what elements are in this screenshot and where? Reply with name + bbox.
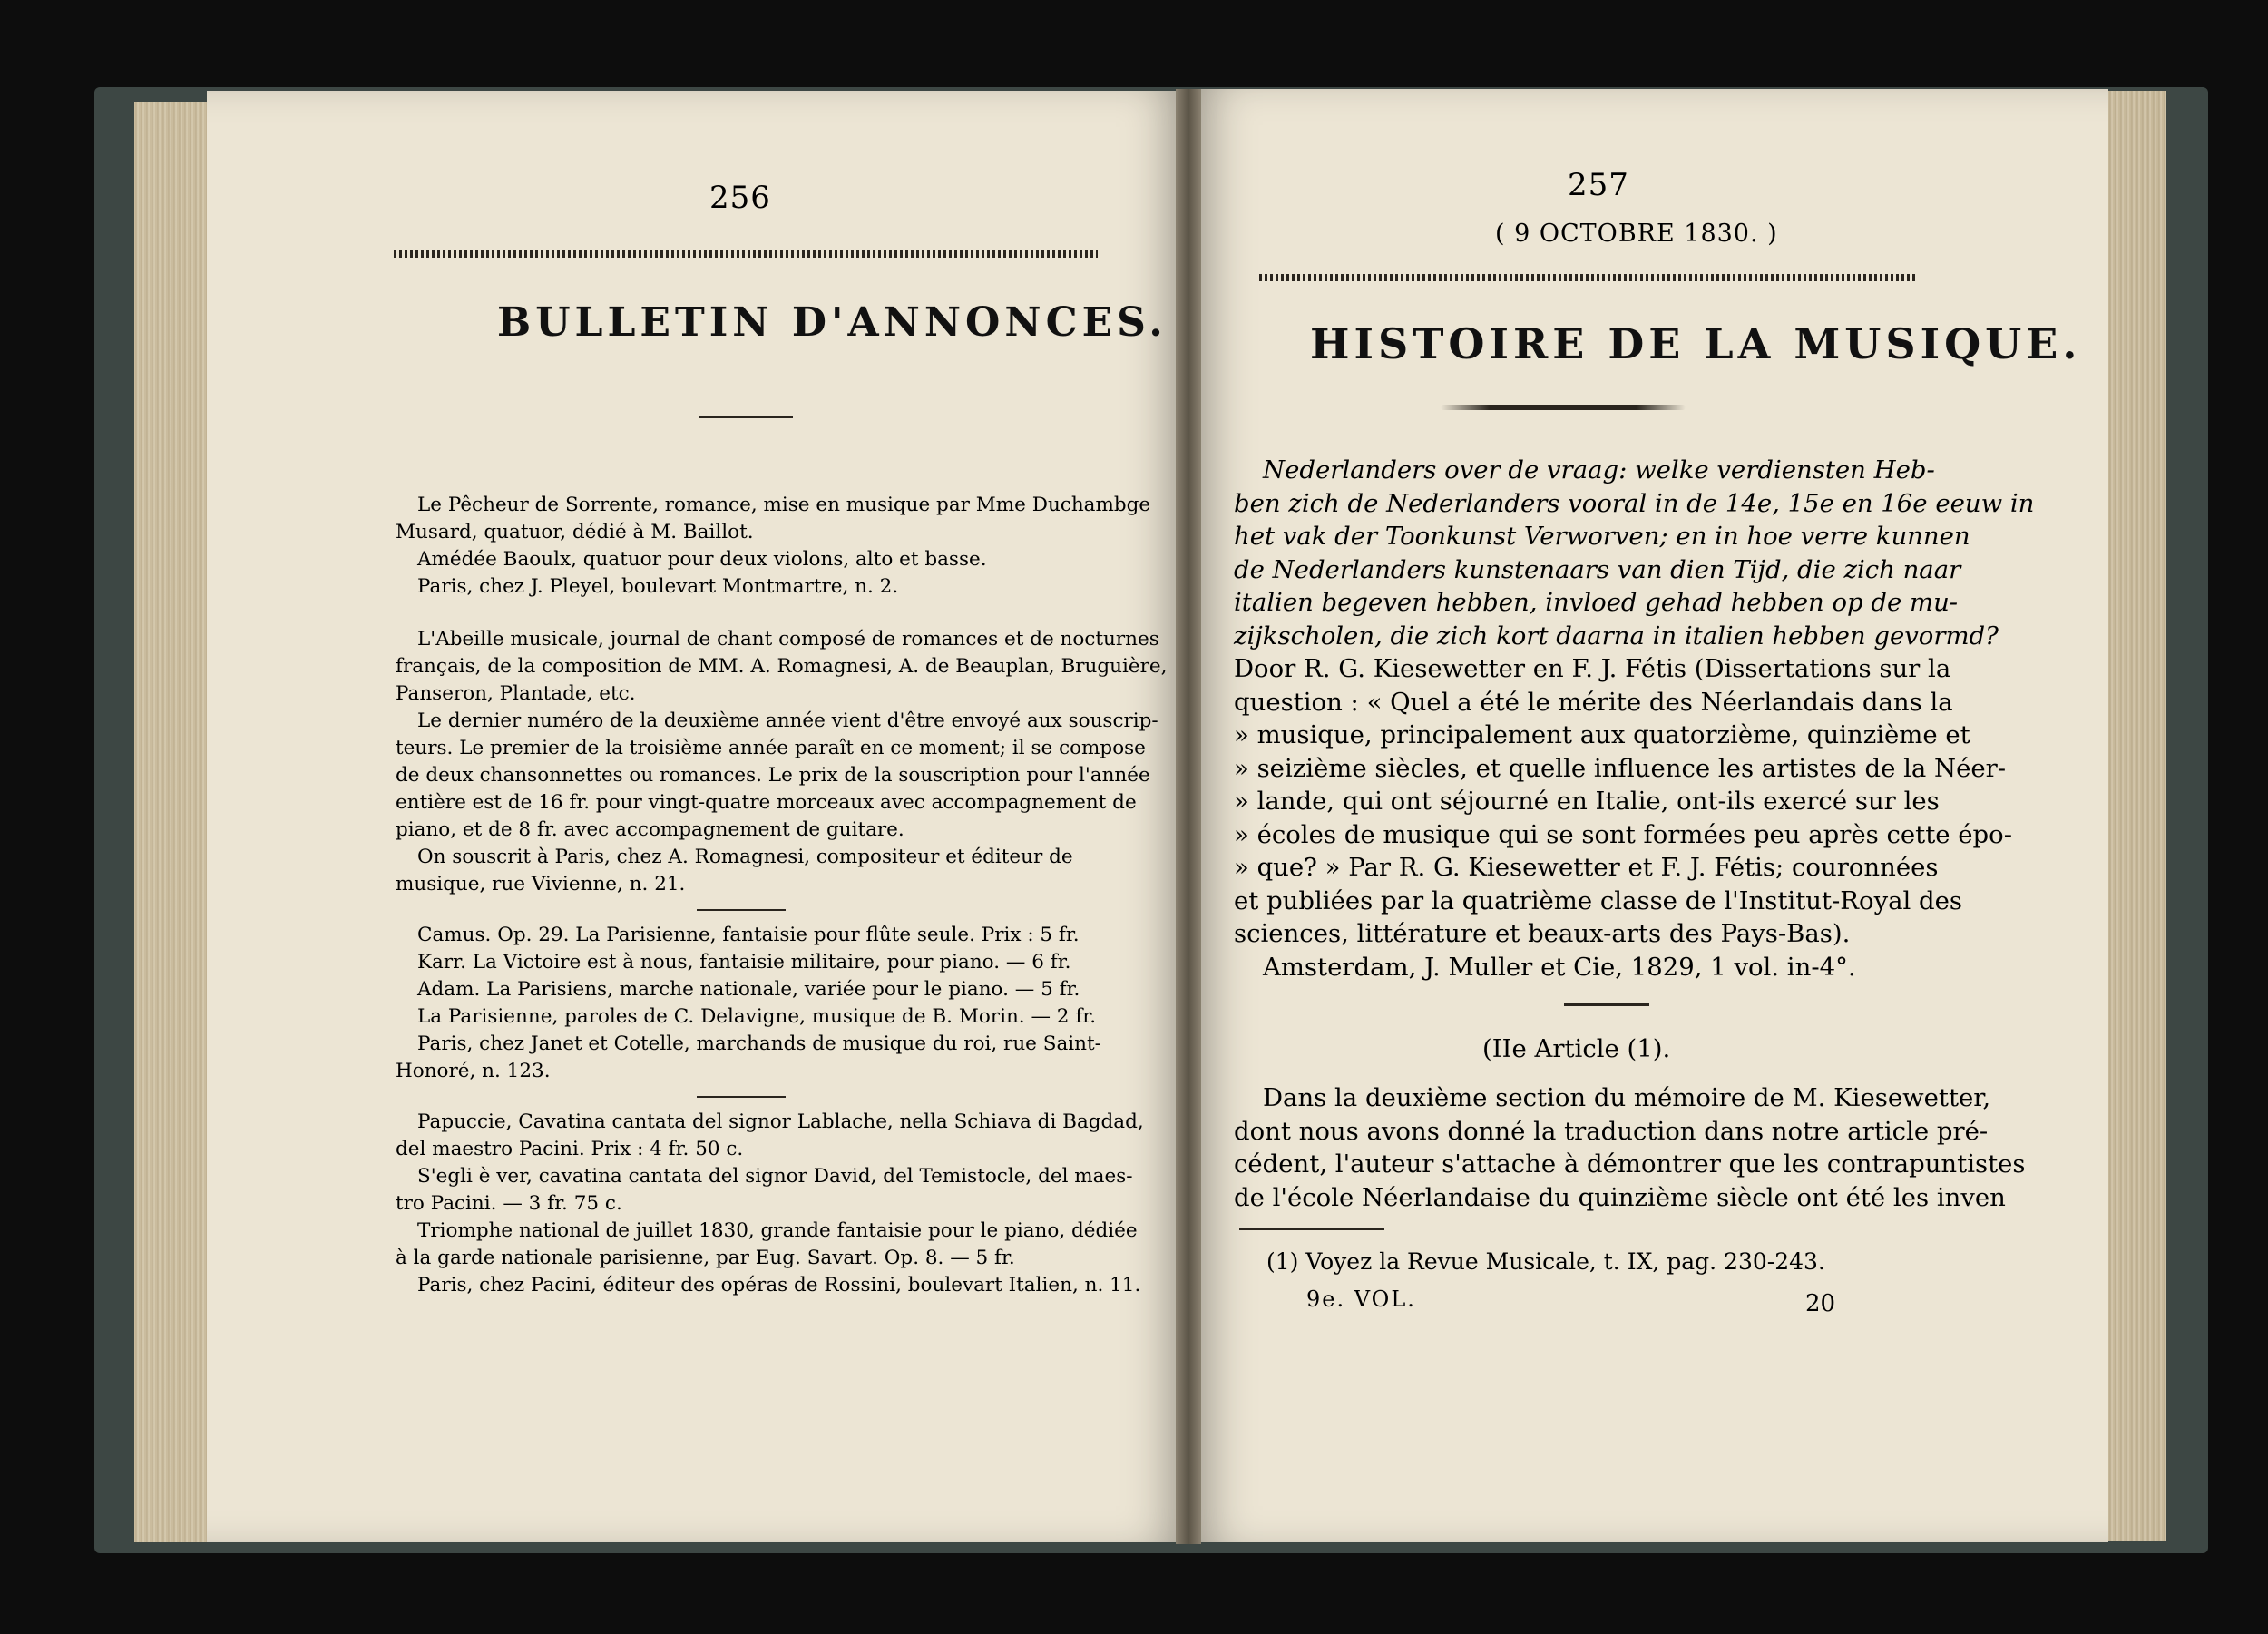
paragraph-gap (396, 601, 1094, 626)
text-line: On souscrit à Paris, chez A. Romagnesi, compositeur et éditeur de (417, 846, 1073, 868)
article-label: (IIe Article (1). (1482, 1034, 1671, 1063)
text-line: Dans la deuxième section du mémoire de M. Kiesewetter, (1263, 1083, 1991, 1112)
text-line: Amédée Baoulx, quatuor pour deux violons, alto et basse. (417, 548, 987, 571)
text-line: Paris, chez J. Pleyel, boulevart Montmartre, n. 2. (417, 575, 899, 598)
text-line: français, de la composition de MM. A. Romagnesi, A. de Beauplan, Bruguière, (396, 655, 1168, 678)
text-line: Karr. La Victoire est à nous, fantaisie militaire, pour piano. — 6 fr. (417, 951, 1071, 974)
text-line: Paris, chez Pacini, éditeur des opéras de Rossini, boulevart Italien, n. 11. (417, 1274, 1141, 1296)
text-line: de l'école Néerlandaise du quinzième siècle ont été les inven (1234, 1182, 2006, 1212)
text-line: Papuccie, Cavatina cantata del signor Lablache, nella Schiava di Bagdad, (417, 1111, 1144, 1133)
announcements-block (396, 492, 1168, 1299)
title-ornament (1441, 405, 1686, 410)
text-line: sciences, littérature et beaux-arts des Pays-Bas). (1234, 919, 1851, 948)
text-line: Musard, quatuor, dédié à M. Baillot. (396, 521, 754, 543)
review-block (1234, 454, 2035, 983)
text-line: Nederlanders over de vraag: welke verdiensten Heb- (1263, 455, 1935, 484)
page-edges-right (2103, 91, 2166, 1541)
text-line: het vak der Toonkunst Verworven; en in hoe verre kunnen (1234, 522, 1970, 551)
signature-mark: 9e. VOL. (1306, 1287, 1416, 1312)
book-gutter (1176, 89, 1201, 1544)
text-line: piano, et de 8 fr. avec accompagnement de guitare. (396, 818, 904, 841)
text-line: Honoré, n. 123. (396, 1060, 551, 1082)
text-line: Panseron, Plantade, etc. (396, 682, 636, 705)
text-line: zijkscholen, die zich kort daarna in italien hebben gevormd? (1234, 621, 1999, 651)
text-line: Paris, chez Janet et Cotelle, marchands de musique du roi, rue Saint- (417, 1032, 1101, 1055)
text-line: Triomphe national de juillet 1830, grande fantaisie pour le piano, dédiée (417, 1219, 1138, 1242)
text-line: Door R. G. Kiesewetter en F. J. Fétis (Dissertations sur la (1234, 654, 1951, 683)
text-line: L'Abeille musicale, journal de chant composé de romances et de nocturnes (417, 628, 1159, 651)
left-header-rule (394, 250, 1098, 258)
text-line: » lande, qui ont séjourné en Italie, ont-ils exercé sur les (1234, 787, 1940, 816)
right-page-number: 257 (1568, 167, 1629, 203)
sheet-number: 20 (1805, 1290, 1836, 1317)
text-line: » que? » Par R. G. Kiesewetter et F. J. Fétis; couronnées (1234, 853, 1939, 882)
text-line: dont nous avons donné la traduction dans notre article pré- (1234, 1116, 1989, 1146)
left-page-title: BULLETIN D'ANNONCES. (497, 299, 1168, 346)
text-line: La Parisienne, paroles de C. Delavigne, musique de B. Morin. — 2 fr. (417, 1005, 1097, 1028)
issue-date: ( 9 OCTOBRE 1830. ) (1495, 220, 1778, 248)
article-body (1234, 1081, 2026, 1214)
text-line: cédent, l'auteur s'attache à démontrer que les contrapuntistes (1234, 1150, 2026, 1179)
text-line: de Nederlanders kunstenaars van dien Tijd, die zich naar (1234, 554, 1961, 584)
title-underline (699, 416, 793, 418)
text-line: Camus. Op. 29. La Parisienne, fantaisie pour flûte seule. Prix : 5 fr. (417, 924, 1080, 946)
text-line: teurs. Le premier de la troisième année paraît en ce moment; il se compose (396, 737, 1146, 759)
right-header-rule (1259, 274, 1918, 281)
text-line: question : « Quel a été le mérite des Néerlandais dans la (1234, 687, 1953, 717)
page-edges-left (134, 102, 212, 1542)
text-line: S'egli è ver, cavatina cantata del signor David, del Temistocle, del maes- (417, 1165, 1133, 1188)
text-line: ben zich de Nederlanders vooral in de 14e, 15e en 16e eeuw in (1234, 488, 2035, 518)
text-line: Le Pêcheur de Sorrente, romance, mise en musique par Mme Duchambge (417, 494, 1151, 516)
text-line: Amsterdam, J. Muller et Cie, 1829, 1 vol. in-4°. (1263, 952, 1856, 982)
footnote: (1) Voyez la Revue Musicale, t. IX, pag. 230-243. (1266, 1248, 1825, 1275)
text-line: entière est de 16 fr. pour vingt-quatre morceaux avec accompagnement de (396, 791, 1137, 814)
text-line: musique, rue Vivienne, n. 21. (396, 873, 686, 895)
text-line: à la garde nationale parisienne, par Eug. Savart. Op. 8. — 5 fr. (396, 1247, 1015, 1269)
section-rule (396, 1085, 1094, 1109)
section-rule (396, 898, 1094, 922)
text-line: » musique, principalement aux quatorzième, quinzième et (1234, 720, 1970, 749)
text-line: » seizième siècles, et quelle influence les artistes de la Néer- (1234, 753, 2007, 783)
text-line: tro Pacini. — 3 fr. 75 c. (396, 1192, 622, 1215)
section-rule (1564, 1003, 1649, 1006)
text-line: » écoles de musique qui se sont formées peu après cette épo- (1234, 819, 2013, 849)
footnote-rule (1239, 1228, 1384, 1230)
right-page-title: HISTOIRE DE LA MUSIQUE. (1310, 319, 2082, 368)
left-page-number: 256 (709, 180, 771, 216)
text-line: Le dernier numéro de la deuxième année vient d'être envoyé aux souscrip- (417, 709, 1158, 732)
text-line: italien begeven hebben, invloed gehad hebben op de mu- (1234, 588, 1959, 617)
text-line: et publiées par la quatrième classe de l'Institut-Royal des (1234, 885, 1963, 915)
text-line: Adam. La Parisiens, marche nationale, variée pour le piano. — 5 fr. (417, 978, 1080, 1001)
text-line: de deux chansonnettes ou romances. Le prix de la souscription pour l'année (396, 764, 1150, 787)
text-line: del maestro Pacini. Prix : 4 fr. 50 c. (396, 1138, 744, 1160)
